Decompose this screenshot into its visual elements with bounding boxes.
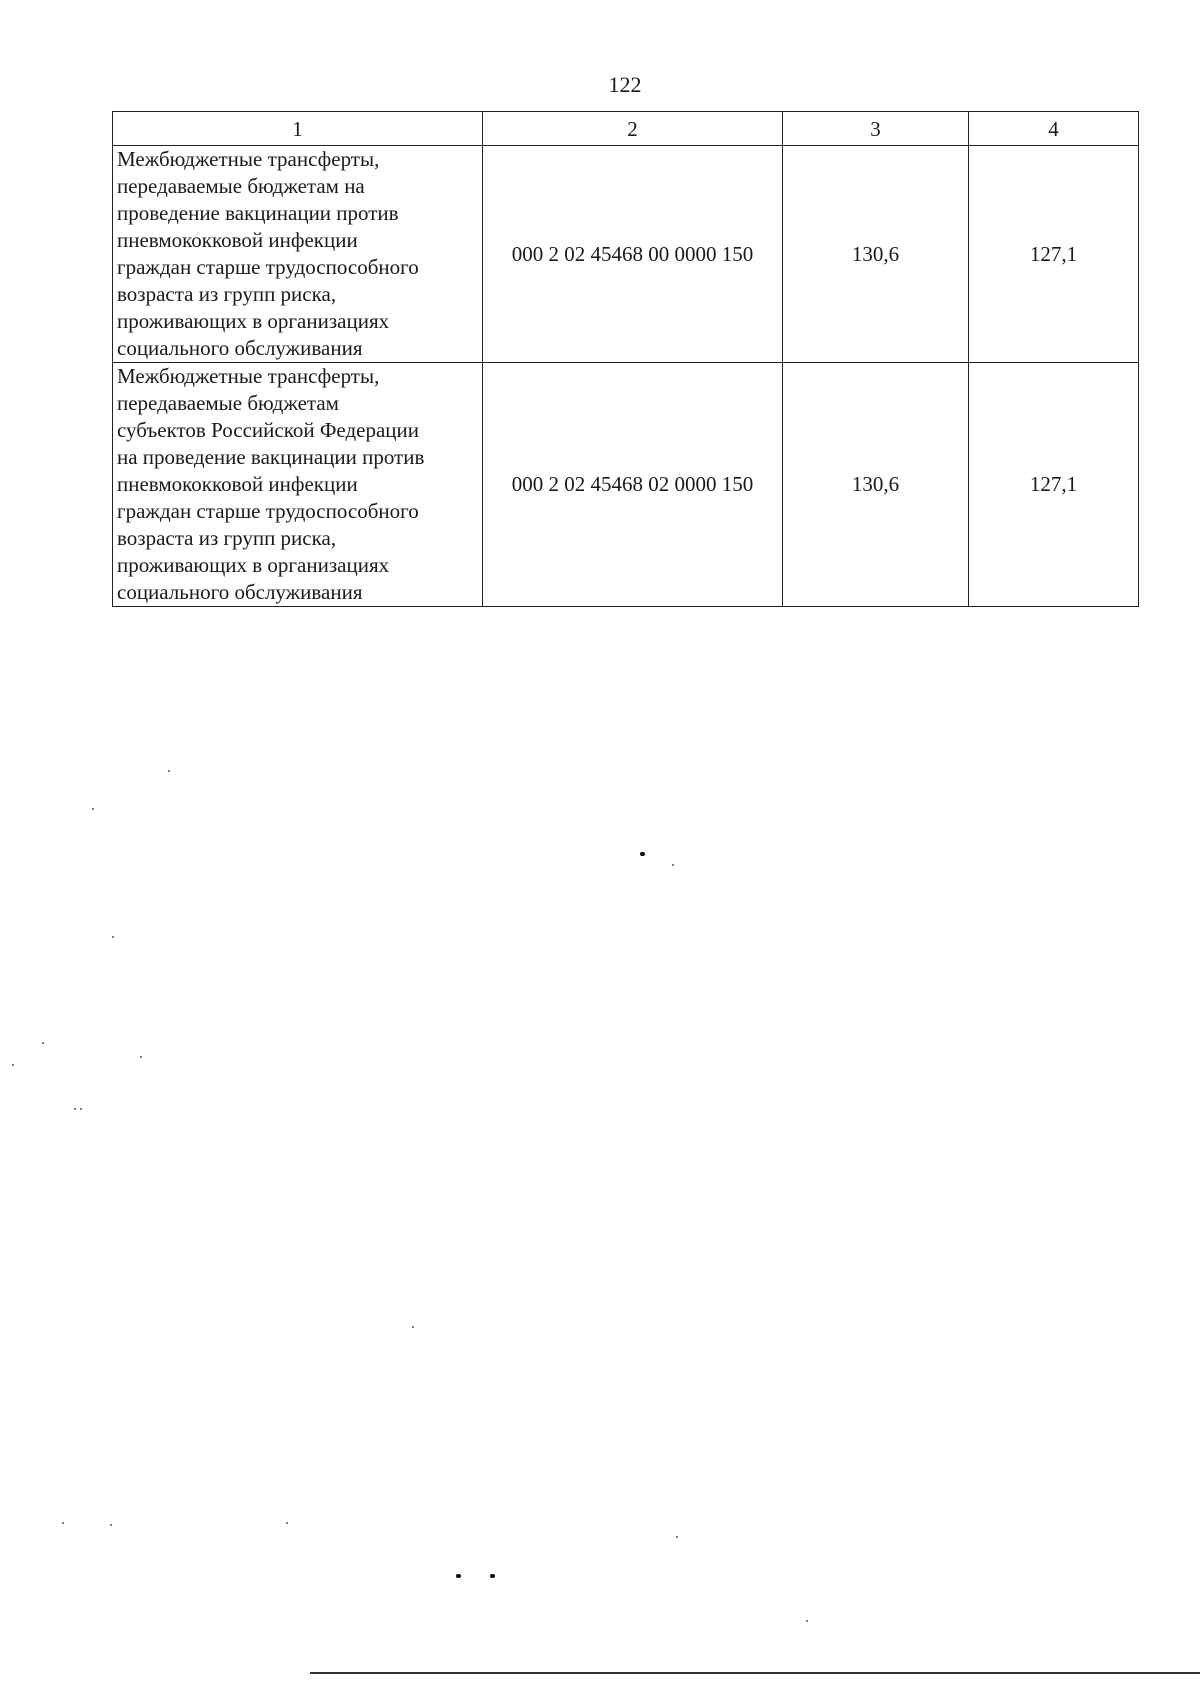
column-header-4: 4 xyxy=(969,112,1139,146)
row-name-cell: Межбюджетные трансферты, передаваемые бюджетам субъектов Российской Федерации на проведение вакцинации против пневмококковой инфекции граждан старше трудоспособного возраста из групп риска, проживающих в организациях социального обслуживания xyxy=(113,363,483,607)
scan-speck xyxy=(112,936,114,938)
scan-speck xyxy=(168,770,170,772)
column-header-1: 1 xyxy=(113,112,483,146)
scan-speck xyxy=(412,1326,414,1328)
row-name-cell: Межбюджетные трансферты, передаваемые бюджетам на проведение вакцинации против пневмококковой инфекции граждан старше трудоспособного возраста из групп риска, проживающих в организациях социального обслуживания xyxy=(113,146,483,363)
row-value-4-cell: 127,1 xyxy=(969,363,1139,607)
scan-speck xyxy=(92,808,94,810)
column-header-3: 3 xyxy=(783,112,969,146)
scan-speck xyxy=(12,1064,14,1066)
scan-speck xyxy=(672,864,674,866)
row-code-cell: 000 2 02 45468 00 0000 150 xyxy=(483,146,783,363)
row-value-4-cell: 127,1 xyxy=(969,146,1139,363)
scan-speck xyxy=(80,1108,82,1110)
bottom-rule xyxy=(310,1672,1200,1674)
scan-speck xyxy=(140,1056,142,1058)
scan-speck xyxy=(286,1522,288,1524)
scan-speck xyxy=(456,1574,461,1578)
scan-speck xyxy=(74,1108,76,1110)
scan-speck xyxy=(640,852,645,856)
column-header-2: 2 xyxy=(483,112,783,146)
row-value-3-cell: 130,6 xyxy=(783,146,969,363)
scan-speck xyxy=(676,1536,678,1538)
row-value-3-cell: 130,6 xyxy=(783,363,969,607)
scan-speck xyxy=(490,1574,495,1578)
data-table xyxy=(112,111,1139,607)
scan-speck xyxy=(62,1522,64,1524)
row-code-cell: 000 2 02 45468 02 0000 150 xyxy=(483,363,783,607)
page-number: 122 xyxy=(608,72,642,97)
scan-speck xyxy=(806,1620,808,1622)
table-header-row xyxy=(113,112,1139,146)
table-row xyxy=(113,146,1139,363)
scan-speck xyxy=(110,1524,112,1526)
table-row xyxy=(113,363,1139,607)
scan-speck xyxy=(42,1042,44,1044)
